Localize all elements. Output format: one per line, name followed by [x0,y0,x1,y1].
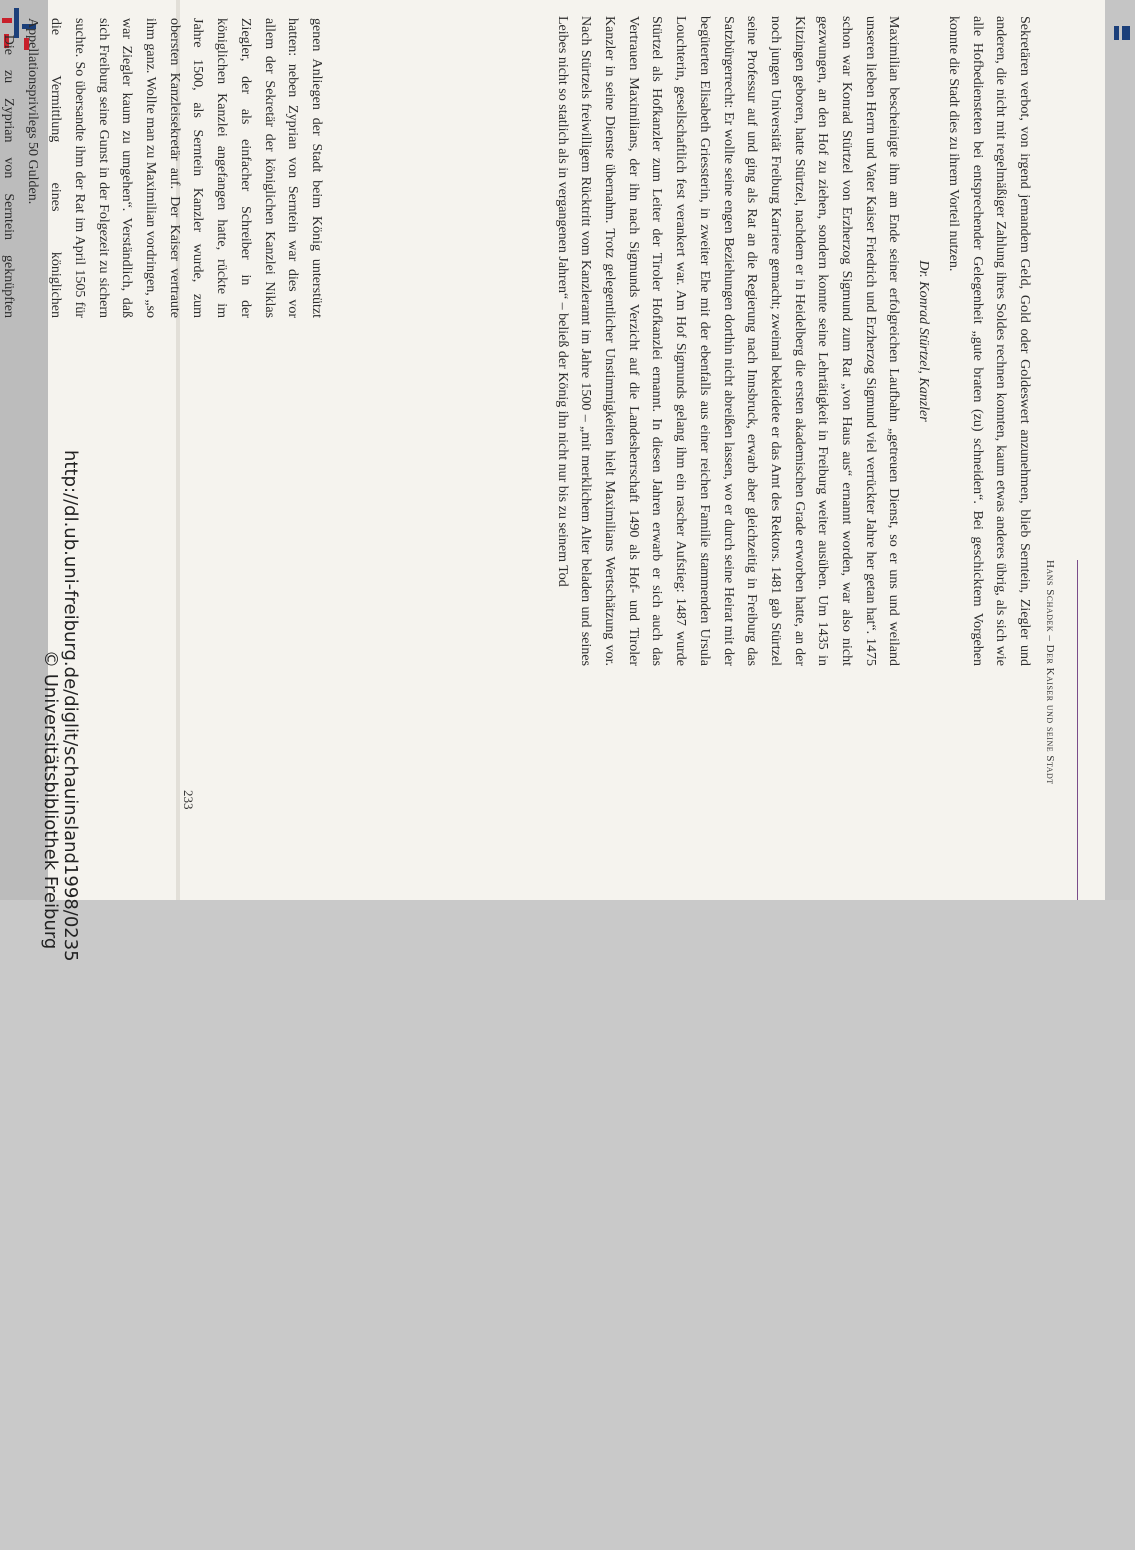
watermark [60,430,81,1350]
running-head-rule [1077,560,1078,900]
paragraph: Die zu Zyprian von Serntein geknüpften [0,34,16,318]
text-column-left [0,18,328,318]
paragraph: Sekretären verbot, von irgend jemandem Geld, Gold oder Goldeswert anzunehmen, blieb Serntein, Ziegler und anderen, die nicht mit regelmäßiger Zahlung ihres Soldes rechnen konnten, kaum etwas anderes übrig, als sich wie alle Hofbediensteten bei entsprechender Gelegenheit „gute braten (zu) schneiden“. Bei geschicktem Vorgehen konnte die Stadt dies zu ihrem Vorteil nutzen. [945,16,1032,666]
text-column-right [554,16,1036,666]
paragraph: Maximilian bescheinigte ihm am Ende seiner erfolgreichen Laufbahn „getreuen Dienst, so er uns und weiland unseren lieben Herrn und Vater Kaiser Friedrich und Erzherzog Sigmund viel verrückter Jahre her getan hat“. 1475 schon war Konrad Stürtzel von Erzherzog Sigmund zum Rat „von Haus aus“ ernannt worden, war also nicht gezwungen, an den Hof zu ziehen, sondern konnte seine Lehrtätigkeit in Freiburg weiter ausüben. Um 1435 in Kitzingen geboren, hatte Stürtzel, nachdem er in Heidelberg die ersten akademischen Grade erworben hatte, an der noch jungen Universität Freiburg Karriere gemacht; zweimal bekleidete er das Amt des Rektors. 1481 gab Stürtzel seine Professur auf und ging als Rat an die Regierung nach Innsbruck, erwarb aber gleichzeitig in Freiburg das Satzbürgerrecht: Er wollte seine engen Beziehungen dorthin nicht abreißen lassen, wo er durch seine Heirat mit der begüterten Elisabeth Griessterin, in zweiter Ehe mit der ebenfalls aus einer reichen Familie stammenden Ursula Louchterin, gesellschaftlich fest verankert war. Am Hof Sigmunds gelang ihm ein rascher Aufstieg: 1487 wurde Stürtzel als Hofkanzler zum Leiter der Tiroler Hofkanzlei ernannt. In diesen Jahren erwarb er sich auch das Vertrauen Maximilians, der ihn nach Sigmunds Verzicht auf die Landesherrschaft 1490 als Hof- und Tiroler Kanzler in seine Dienste übernahm. Trotz gelegentlicher Unstimmigkeiten hielt Maximilians Wertschätzung vor. Nach Stürtzels freiwilligem Rücktritt vom Kanzleramt im Jahre 1500 – „mit merklichem Alter beladen und seines Leibes nicht so statlich als in vergangenen Jahren“ – beließ der König ihn nicht nur bis zu seinem Tod [554,16,902,666]
watermark-url[interactable]: http://dl.ub.uni-freiburg.de/diglit/schauinsland1998/0235 [60,450,81,962]
paragraph: genen Anliegen der Stadt beim König unterstützt hatten: neben Zyprian von Serntein war dies vor allem der Sekretär der königlichen Kanzlei Niklas Ziegler, der als einfacher Schreiber in der königlichen Kanzlei angefangen hatte, rückte im Jahre 1500, als Serntein Kanzler wurde, zum obersten Kanzleisekretär auf. Der Kaiser vertraute ihm ganz. Wollte man zu Maximilian vordringen, „so war Ziegler kaum zu umgehen“. Verständlich, daß sich Freiburg seine Gunst in der Folgezeit zu sichern suchte. So übersandte ihm der Rat im April 1505 für die Vermittlung eines königlichen Appellationsprivilegs 50 Gulden. [24,18,324,318]
viewer-right-margin [1105,0,1135,900]
running-head: Hans Schadek – Der Kaiser und seine Stadt [1044,560,1056,785]
watermark-copyright: © Universitätsbibliothek Freiburg [40,650,61,950]
page-number: 233 [181,790,196,810]
section-heading: Dr. Konrad Stürtzel, Kanzler [916,260,932,422]
watermark-copyright-strip [40,630,61,1550]
library-logo-small-icon [1114,26,1130,40]
